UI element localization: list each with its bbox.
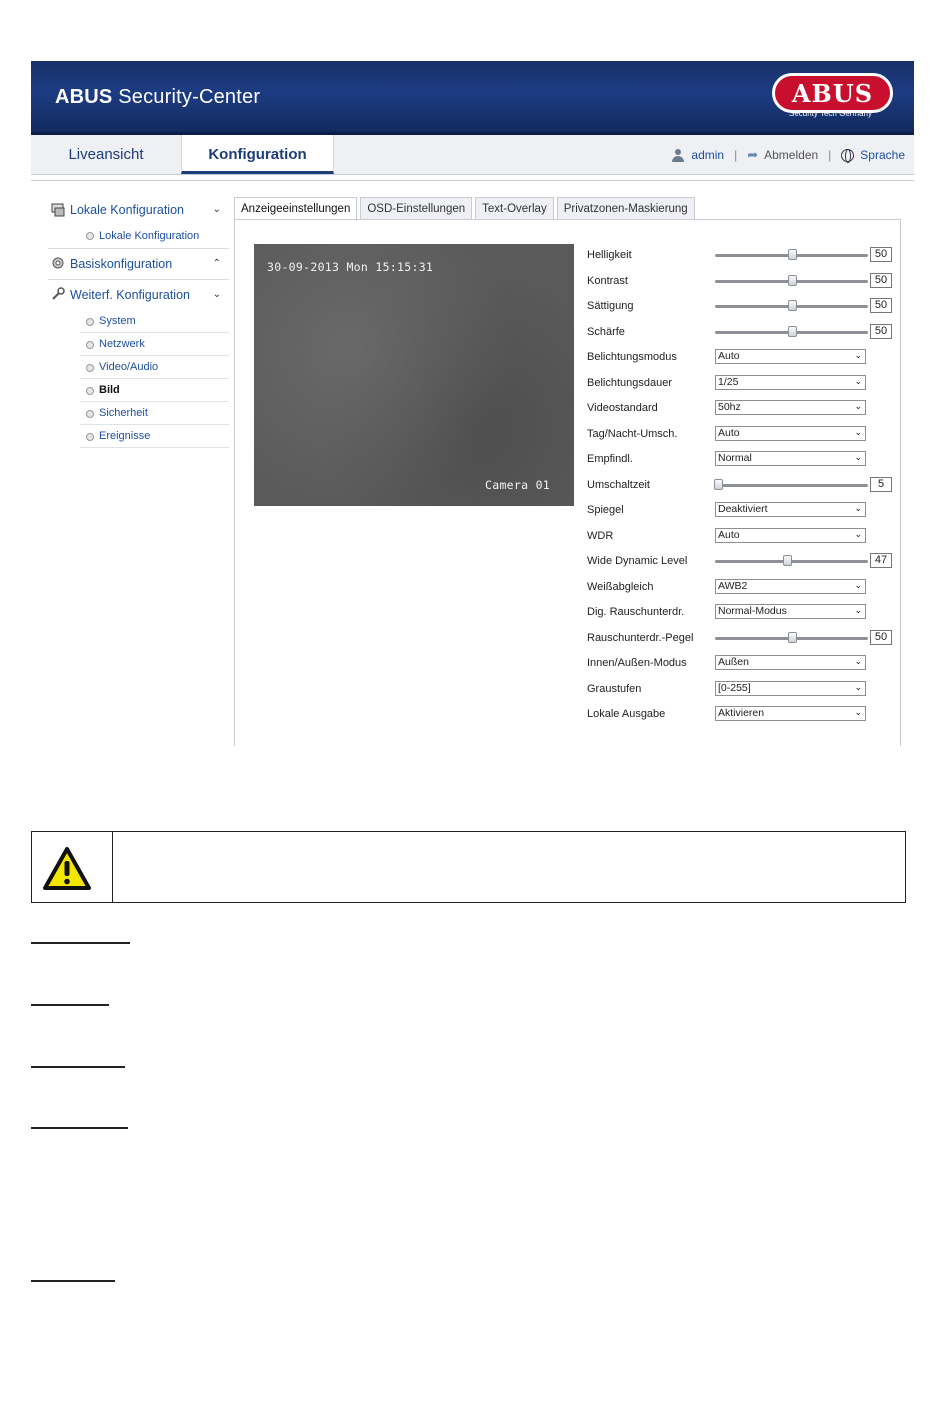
setting-label: Empfindl. xyxy=(587,453,633,465)
chevron-down-icon[interactable]: ⌄ xyxy=(212,289,221,300)
setting-row xyxy=(587,320,897,346)
osd-timestamp: 30-09-2013 Mon 15:15:31 xyxy=(267,260,434,274)
setting-row xyxy=(587,396,897,422)
slider-value-input[interactable]: 50 xyxy=(870,630,892,645)
sidebar-item-label: Ereignisse xyxy=(99,430,151,442)
setting-label: Belichtungsmodus xyxy=(587,351,677,363)
setting-select[interactable] xyxy=(715,604,866,619)
setting-row xyxy=(587,651,897,677)
setting-label: Schärfe xyxy=(587,325,625,338)
setting-label: Videostandard xyxy=(587,402,658,414)
slider-handle[interactable] xyxy=(783,555,792,566)
slider-handle[interactable] xyxy=(788,300,797,311)
slider-handle[interactable] xyxy=(788,275,797,286)
chevron-down-icon: ⌄ xyxy=(854,579,862,590)
chevron-down-icon: ⌄ xyxy=(854,656,862,666)
setting-select[interactable] xyxy=(715,579,866,594)
sidebar-group-local-config[interactable] xyxy=(48,196,229,224)
setting-row xyxy=(587,422,897,448)
setting-label: Kontrast xyxy=(587,274,628,287)
user-icon xyxy=(671,149,685,162)
chevron-down-icon: ⌄ xyxy=(854,707,862,717)
main-navbar xyxy=(31,135,914,175)
setting-select[interactable] xyxy=(715,528,866,543)
bullet-icon xyxy=(86,364,94,372)
setting-row xyxy=(587,600,897,626)
sidebar-item-label: Sicherheit xyxy=(99,407,148,419)
sidebar-item-security[interactable] xyxy=(80,402,229,425)
camera-preview xyxy=(254,244,574,506)
setting-label: Umschaltzeit xyxy=(587,478,650,491)
chevron-down-icon: ⌄ xyxy=(854,452,862,462)
heading-underline xyxy=(31,1066,125,1068)
slider-value-input[interactable]: 50 xyxy=(870,298,892,313)
logout-link[interactable]: Abmelden xyxy=(764,148,819,162)
sidebar-group-advanced-config[interactable] xyxy=(48,280,229,310)
slider-value-input[interactable]: 47 xyxy=(870,553,892,568)
setting-row xyxy=(587,473,897,499)
separator: | xyxy=(828,148,832,162)
setting-row xyxy=(587,626,897,652)
chevron-down-icon: ⌄ xyxy=(854,528,862,539)
chevron-down-icon: ⌄ xyxy=(854,503,862,513)
select-value: Aktivieren xyxy=(718,707,765,719)
chevron-down-icon: ⌄ xyxy=(854,375,862,386)
logo-tagline: Security Tech Germany xyxy=(789,109,872,118)
setting-select[interactable] xyxy=(715,655,866,670)
select-value: 1/25 xyxy=(718,375,739,388)
select-value: Auto xyxy=(718,528,740,541)
setting-row xyxy=(587,269,897,295)
sidebar-group-basic-config[interactable] xyxy=(48,249,229,280)
setting-row xyxy=(587,447,897,473)
divider xyxy=(112,832,113,902)
chevron-down-icon[interactable]: ⌄ xyxy=(212,204,221,215)
setting-row xyxy=(587,345,897,371)
setting-label: WDR xyxy=(587,529,614,542)
tab-osd-settings[interactable]: OSD-Einstellungen xyxy=(360,197,472,220)
setting-row xyxy=(587,549,897,575)
user-bar xyxy=(671,147,905,163)
tab-liveansicht[interactable]: Liveansicht xyxy=(68,146,144,163)
setting-select[interactable] xyxy=(715,502,866,517)
setting-label: Lokale Ausgabe xyxy=(587,708,666,720)
chevron-up-icon[interactable]: ⌃ xyxy=(212,258,221,269)
select-value: Außen xyxy=(718,656,749,668)
setting-row xyxy=(587,702,897,728)
setting-slider[interactable] xyxy=(715,254,868,257)
select-value: Auto xyxy=(718,350,740,362)
setting-slider[interactable] xyxy=(715,280,868,283)
setting-label: Tag/Nacht-Umsch. xyxy=(587,427,678,440)
setting-select[interactable] xyxy=(715,400,866,415)
content-tabs xyxy=(234,197,698,220)
chevron-down-icon: ⌄ xyxy=(854,605,862,615)
user-link[interactable]: admin xyxy=(691,148,725,162)
chevron-down-icon: ⌄ xyxy=(854,350,862,360)
tab-privacy-masking[interactable]: Privatzonen-Maskierung xyxy=(557,197,695,220)
setting-slider[interactable] xyxy=(715,560,868,563)
setting-label: Rauschunterdr.-Pegel xyxy=(587,631,694,644)
setting-select[interactable] xyxy=(715,706,866,721)
setting-label: Spiegel xyxy=(587,504,624,516)
setting-label: Weißabgleich xyxy=(587,580,654,593)
setting-row xyxy=(587,524,897,550)
slider-handle[interactable] xyxy=(714,479,723,490)
chevron-down-icon: ⌄ xyxy=(854,401,862,411)
setting-slider[interactable] xyxy=(715,305,868,308)
setting-slider[interactable] xyxy=(715,637,868,640)
sidebar-item-network[interactable] xyxy=(80,333,229,356)
osd-camera-name: Camera 01 xyxy=(485,478,551,492)
setting-slider[interactable] xyxy=(715,484,868,487)
sidebar xyxy=(48,196,229,448)
setting-label: Sättigung xyxy=(587,300,634,312)
setting-select[interactable] xyxy=(715,681,866,696)
setting-row xyxy=(587,677,897,703)
slider-value-input[interactable]: 5 xyxy=(870,477,892,492)
language-link[interactable]: Sprache xyxy=(860,148,905,162)
sidebar-item-system[interactable] xyxy=(80,310,229,333)
app-title: ABUS Security-Center xyxy=(55,86,261,108)
select-value: [0-255] xyxy=(718,681,751,694)
tab-text-overlay[interactable]: Text-Overlay xyxy=(475,197,554,220)
bullet-icon xyxy=(86,387,94,395)
sidebar-item-label: Video/Audio xyxy=(99,361,159,373)
slider-value-input[interactable]: 50 xyxy=(870,324,892,339)
logout-icon: ➦ xyxy=(747,147,759,162)
setting-row xyxy=(587,294,897,320)
setting-select[interactable] xyxy=(715,375,866,390)
heading-underline xyxy=(31,942,130,944)
slider-value-input[interactable]: 50 xyxy=(870,273,892,288)
bullet-icon xyxy=(86,433,94,441)
bullet-icon xyxy=(86,341,94,349)
sidebar-item-label: Bild xyxy=(99,384,120,396)
setting-label: Graustufen xyxy=(587,682,642,695)
select-value: 50hz xyxy=(718,401,741,413)
slider-handle[interactable] xyxy=(788,326,797,337)
sidebar-item-local-config[interactable] xyxy=(48,224,229,249)
setting-select[interactable] xyxy=(715,426,866,441)
tab-konfiguration[interactable]: Konfiguration xyxy=(181,135,334,174)
setting-select[interactable] xyxy=(715,451,866,466)
sidebar-item-events[interactable] xyxy=(80,425,229,448)
slider-handle[interactable] xyxy=(788,632,797,643)
sidebar-item-label: Netzwerk xyxy=(99,338,145,350)
select-value: Normal-Modus xyxy=(718,605,787,617)
setting-slider[interactable] xyxy=(715,331,868,334)
sidebar-group-label: Weiterf. Konfiguration xyxy=(70,288,190,302)
setting-row xyxy=(587,575,897,601)
abus-logo: ABUS xyxy=(772,73,893,113)
sidebar-group-label: Lokale Konfiguration xyxy=(70,203,184,217)
chevron-down-icon: ⌄ xyxy=(854,426,862,437)
heading-underline xyxy=(31,1127,128,1129)
setting-label: Helligkeit xyxy=(587,249,632,261)
image-settings-list xyxy=(587,243,897,728)
sidebar-item-video-audio[interactable] xyxy=(80,356,229,379)
globe-icon xyxy=(841,149,854,162)
setting-row xyxy=(587,243,897,269)
select-value: AWB2 xyxy=(718,579,748,592)
select-value: Auto xyxy=(718,426,740,439)
warning-icon xyxy=(42,846,92,892)
setting-row xyxy=(587,371,897,397)
app-header-banner xyxy=(31,61,914,135)
setting-label: Wide Dynamic Level xyxy=(587,555,688,567)
setting-label: Dig. Rauschunterdr. xyxy=(587,606,685,618)
bullet-icon xyxy=(86,410,94,418)
gear-icon xyxy=(51,256,65,270)
sidebar-item-label: Lokale Konfiguration xyxy=(99,230,200,242)
setting-label: Belichtungsdauer xyxy=(587,376,673,389)
separator: | xyxy=(734,148,738,162)
note-box xyxy=(31,831,906,903)
tab-display-settings[interactable]: Anzeigeeinstellungen xyxy=(234,197,357,221)
slider-value-input[interactable]: 50 xyxy=(870,247,892,262)
heading-underline xyxy=(31,1004,109,1006)
heading-underline xyxy=(31,1280,115,1282)
setting-row xyxy=(587,498,897,524)
wrench-icon xyxy=(51,287,65,301)
chevron-down-icon: ⌄ xyxy=(854,681,862,692)
divider xyxy=(31,180,914,181)
sidebar-group-label: Basiskonfiguration xyxy=(70,257,173,271)
monitor-icon xyxy=(51,203,65,217)
select-value: Deaktiviert xyxy=(718,503,768,515)
select-value: Normal xyxy=(718,452,752,464)
slider-handle[interactable] xyxy=(788,249,797,260)
setting-label: Innen/Außen-Modus xyxy=(587,657,687,669)
setting-select[interactable] xyxy=(715,349,866,364)
bullet-icon xyxy=(86,232,94,240)
bullet-icon xyxy=(86,318,94,326)
sidebar-item-image[interactable] xyxy=(80,379,229,402)
sidebar-item-label: System xyxy=(99,315,136,327)
